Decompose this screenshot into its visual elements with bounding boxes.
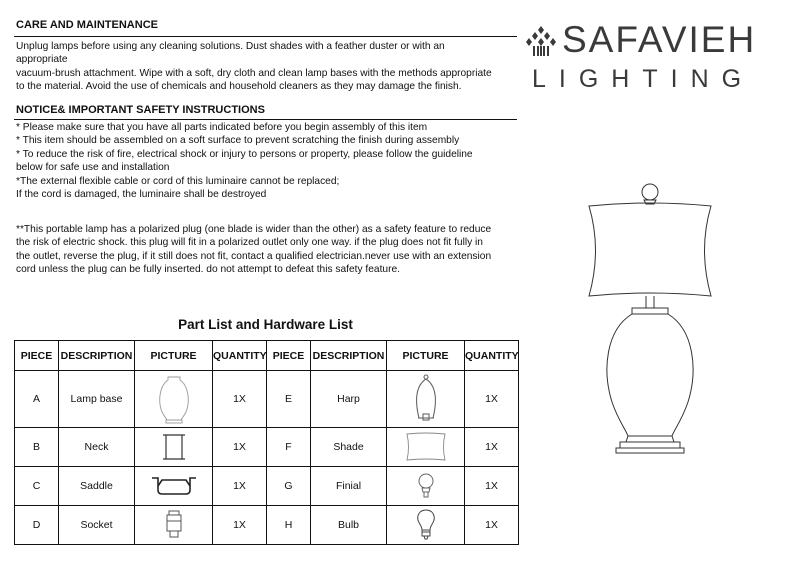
neck-icon — [159, 432, 189, 462]
table-row — [15, 371, 519, 428]
piece-cell: A — [15, 371, 59, 428]
care-heading: CARE AND MAINTENANCE — [16, 19, 158, 31]
picture-cell — [387, 371, 465, 428]
piece-cell: B — [15, 428, 59, 467]
description-cell: Bulb — [311, 506, 387, 545]
picture-cell — [135, 506, 213, 545]
table-row — [15, 467, 519, 506]
divider — [14, 119, 517, 120]
picture-cell — [387, 467, 465, 506]
description-cell: Finial — [311, 467, 387, 506]
parts-table — [14, 340, 519, 545]
care-line: vacuum-brush attachment. Wipe with a soft, dry cloth and clean lamp bases with the methods appropriate — [16, 67, 492, 79]
header-cell: PIECE — [15, 341, 59, 371]
header-cell: PICTURE — [135, 341, 213, 371]
picture-cell — [135, 371, 213, 428]
header-cell: PIECE — [267, 341, 311, 371]
quantity-cell: 1X — [465, 371, 519, 428]
plug-line: cord unless the plug can be fully inserted. do not attempt to defeat this safety feature. — [16, 264, 400, 276]
description-cell: Saddle — [59, 467, 135, 506]
quantity-cell: 1X — [465, 506, 519, 545]
care-line: to the material. Avoid the use of chemicals and household cleaners as they may damage the finish. — [16, 81, 462, 93]
description-cell: Shade — [311, 428, 387, 467]
notice-line: * Please make sure that you have all parts indicated before you begin assembly of this item — [16, 122, 428, 133]
table-title: Part List and Hardware List — [178, 317, 353, 332]
plug-line: **This portable lamp has a polarized plug (one blade is wider than the other) as a safety feature to reduce — [16, 224, 492, 235]
table-lamp-icon — [576, 180, 724, 466]
header-cell: DESCRIPTION — [311, 341, 387, 371]
care-line: Unplug lamps before using any cleaning solutions. Dust shades with a feather duster or with an — [16, 41, 445, 52]
plug-line: the risk of electric shock. this plug will fit in a polarized outlet only one way. if the plug does not fit fully in — [16, 237, 483, 249]
lamp-base-icon — [157, 374, 191, 424]
quantity-cell: 1X — [213, 467, 267, 506]
notice-line: below for safe use and installation — [16, 162, 170, 174]
brand-sub: LIGHTING — [532, 65, 755, 93]
piece-cell: G — [267, 467, 311, 506]
picture-cell — [387, 506, 465, 545]
brand-name: SAFAVIEH — [562, 19, 757, 60]
piece-cell: F — [267, 428, 311, 467]
notice-line: If the cord is damaged, the luminaire shall be destroyed — [16, 189, 267, 201]
piece-cell: H — [267, 506, 311, 545]
picture-cell — [135, 428, 213, 467]
notice-text — [16, 121, 516, 201]
quantity-cell: 1X — [213, 506, 267, 545]
description-cell: Socket — [59, 506, 135, 545]
notice-line: * To reduce the risk of fire, electrical shock or injury to persons or property, please follow the guideline — [16, 148, 473, 160]
quantity-cell: 1X — [465, 467, 519, 506]
socket-icon — [163, 509, 185, 541]
care-line: appropriate — [16, 54, 68, 66]
quantity-cell: 1X — [465, 428, 519, 467]
notice-line: * This item should be assembled on a soft surface to prevent scratching the finish during assembly — [16, 135, 460, 147]
plug-text — [16, 223, 516, 277]
header-cell: QUANTITY — [465, 341, 519, 371]
quantity-cell: 1X — [213, 371, 267, 428]
table-row — [15, 428, 519, 467]
header-cell: QUANTITY — [213, 341, 267, 371]
table-row — [15, 506, 519, 545]
safavieh-logo-mark-icon — [526, 26, 556, 56]
piece-cell: D — [15, 506, 59, 545]
saddle-icon — [150, 474, 198, 498]
piece-cell: C — [15, 467, 59, 506]
quantity-cell: 1X — [213, 428, 267, 467]
table-header-row — [15, 341, 519, 371]
header-cell: DESCRIPTION — [59, 341, 135, 371]
description-cell: Harp — [311, 371, 387, 428]
finial-icon — [414, 472, 438, 500]
notice-heading: NOTICE& IMPORTANT SAFETY INSTRUCTIONS — [16, 104, 265, 116]
header-cell: PICTURE — [387, 341, 465, 371]
picture-cell — [387, 428, 465, 467]
notice-line: *The external flexible cable or cord of this luminaire cannot be replaced; — [16, 175, 340, 187]
harp-icon — [411, 374, 441, 424]
divider — [14, 36, 517, 37]
shade-icon — [404, 431, 448, 463]
bulb-icon — [415, 508, 437, 542]
plug-line: the outlet, reverse the plug, if it still does not fit, contact a qualified electrician.never use with an extension — [16, 250, 492, 262]
description-cell: Neck — [59, 428, 135, 467]
piece-cell: E — [267, 371, 311, 428]
care-text — [16, 40, 516, 94]
description-cell: Lamp base — [59, 371, 135, 428]
picture-cell — [135, 467, 213, 506]
